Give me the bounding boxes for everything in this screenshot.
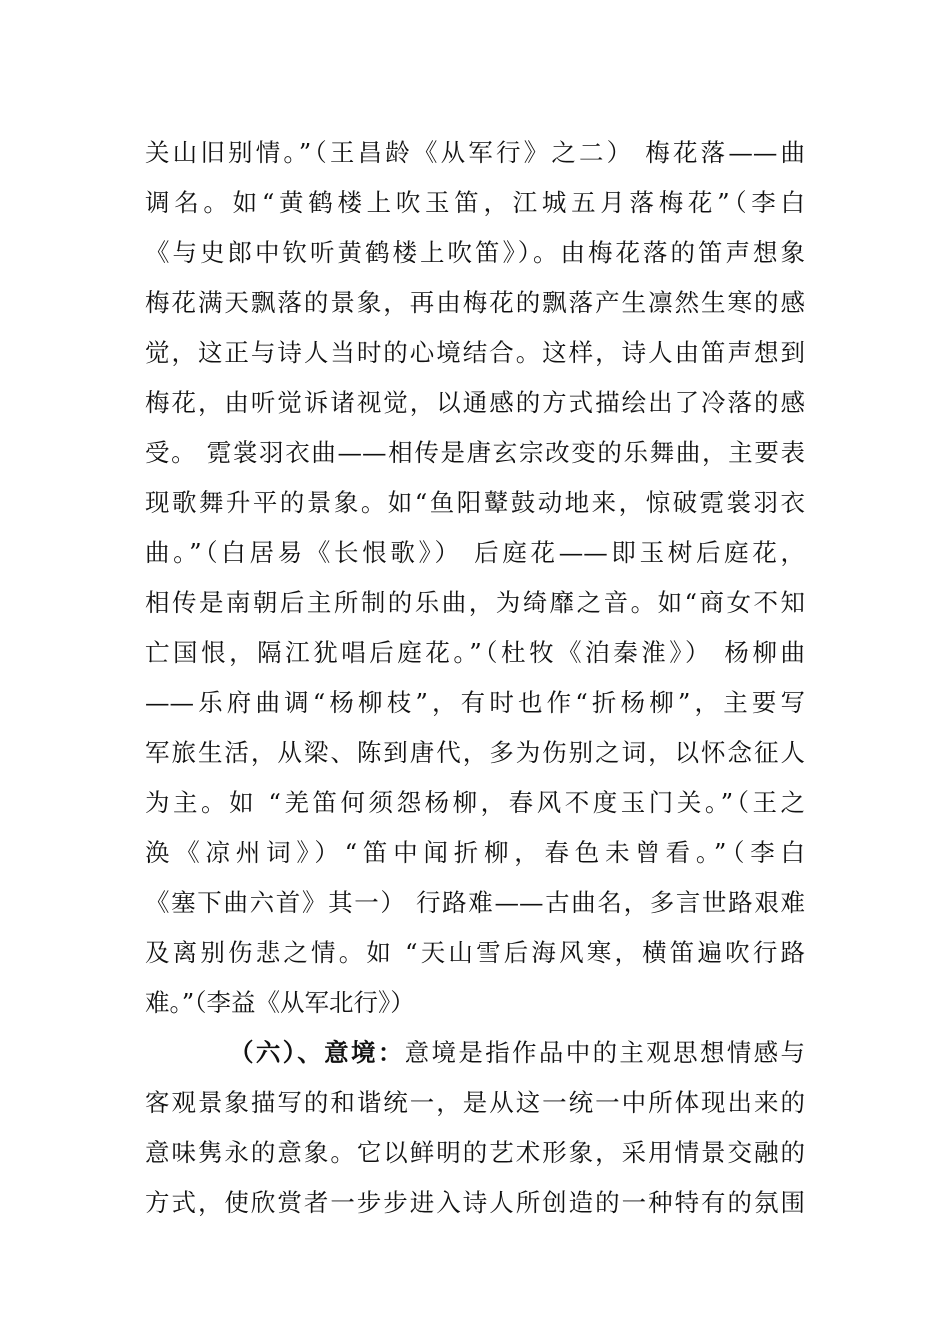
text-line: 觉，这正与诗人当时的心境结合。这样，诗人由笛声想到 bbox=[145, 338, 805, 367]
text-line: 相传是南朝后主所制的乐曲，为绮靡之音。如“商女不知 bbox=[145, 588, 805, 617]
text-line: 军旅生活，从梁、陈到唐代，多为伤别之词，以怀念征人 bbox=[145, 738, 805, 767]
body-text bbox=[145, 128, 805, 1228]
text-line: 梅花满天飘落的景象，再由梅花的飘落产生凛然生寒的感 bbox=[145, 288, 805, 317]
text-line: 涣《凉州词》）“笛中闻折柳，春色未曾看。”（李白 bbox=[145, 838, 805, 867]
text-line: 意味隽永的意象。它以鲜明的艺术形象，采用情景交融的 bbox=[145, 1138, 805, 1167]
text-line: 《与史郎中钦听黄鹤楼上吹笛》）。由梅花落的笛声想象 bbox=[145, 238, 805, 267]
text-line: 关山旧别情。”（王昌龄《从军行》之二） 梅花落——曲 bbox=[145, 138, 805, 167]
text-line: 及离别伤悲之情。如 “天山雪后海风寒，横笛遍吹行路 bbox=[145, 938, 805, 967]
text-line: 方式，使欣赏者一步步进入诗人所创造的一种特有的氛围 bbox=[145, 1188, 805, 1217]
text-line: 梅花，由听觉诉诸视觉，以通感的方式描绘出了冷落的感 bbox=[145, 388, 805, 417]
section-heading: （六）、意境： bbox=[229, 1038, 405, 1067]
text-line: 为主。如 “羌笛何须怨杨柳，春风不度玉门关。”（王之 bbox=[145, 788, 805, 817]
section-6-first-line bbox=[145, 1028, 805, 1078]
text-line: 调名。如“黄鹤楼上吹玉笛，江城五月落梅花”（李白 bbox=[145, 188, 805, 217]
text-line: 《塞下曲六首》其一） 行路难——古曲名，多言世路艰难 bbox=[145, 888, 805, 917]
section-text: 意境是指作品中的主观思想情感与 bbox=[404, 1038, 805, 1067]
text-line: 受。 霓裳羽衣曲——相传是唐玄宗改变的乐舞曲，主要表 bbox=[145, 438, 805, 467]
text-line: 亡国恨，隔江犹唱后庭花。”（杜牧《泊秦淮》） 杨柳曲 bbox=[145, 638, 805, 667]
text-line: ——乐府曲调“杨柳枝”，有时也作“折杨柳”，主要写 bbox=[145, 688, 805, 717]
text-line: 难。”（李益《从军北行》） bbox=[145, 988, 415, 1017]
text-line: 曲。”（白居易《长恨歌》） 后庭花——即玉树后庭花， bbox=[145, 538, 805, 567]
text-line: 现歌舞升平的景象。如“鱼阳鼙鼓动地来，惊破霓裳羽衣 bbox=[145, 488, 805, 517]
text-line: 客观景象描写的和谐统一，是从这一统一中所体现出来的 bbox=[145, 1088, 805, 1117]
